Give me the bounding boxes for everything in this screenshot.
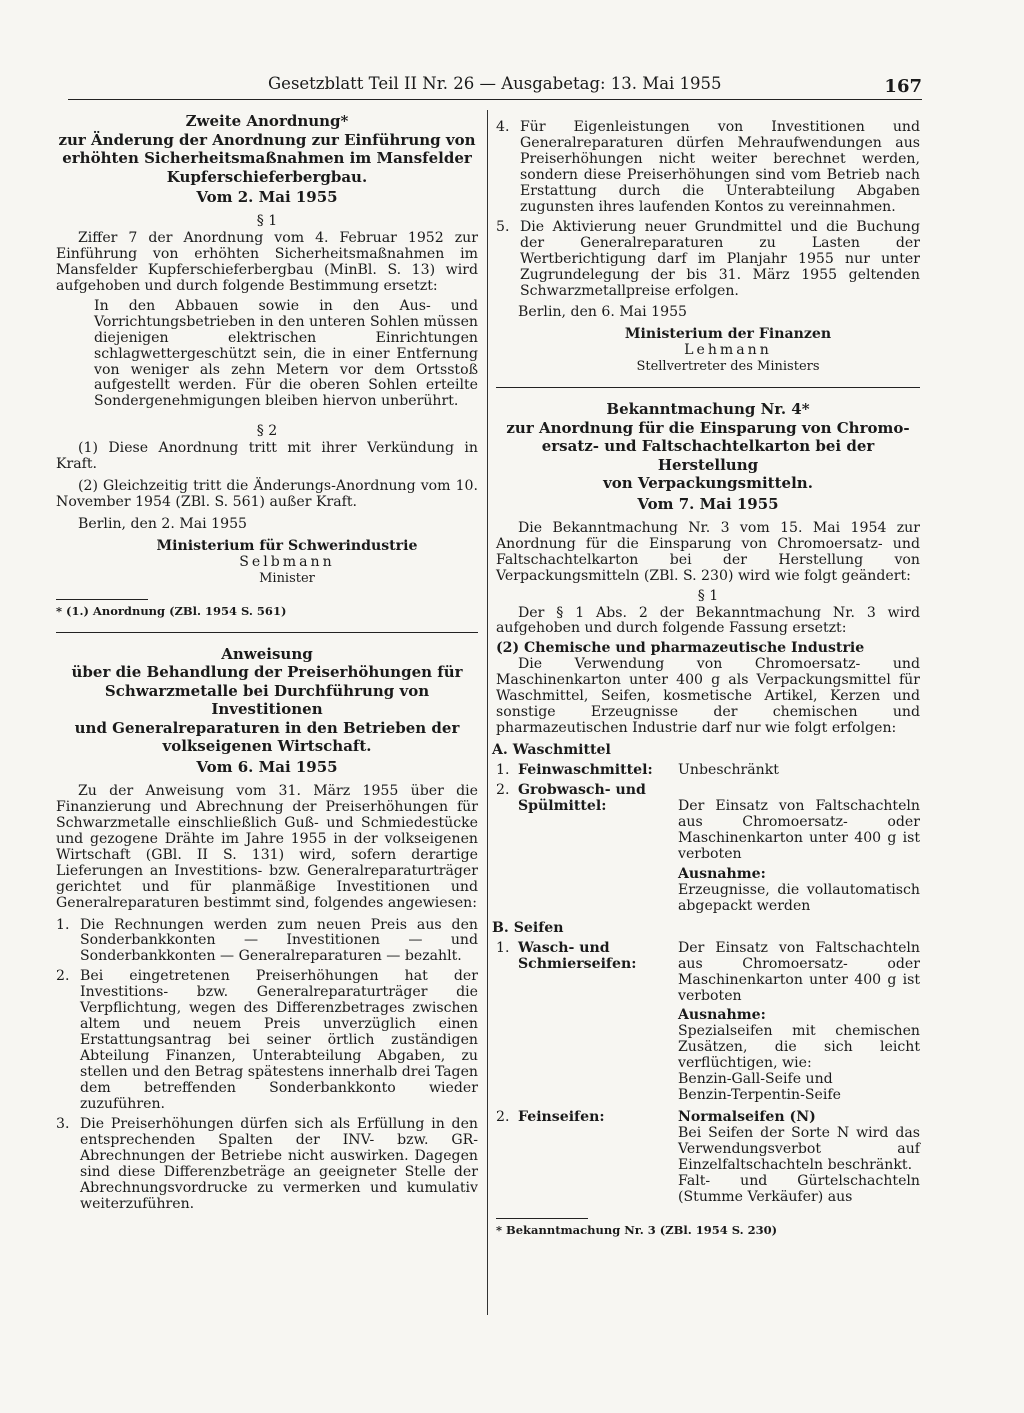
item-rule: Falt- und Gürtelschachteln (Stumme Verkäufer) aus xyxy=(678,1173,920,1205)
place-date: Berlin, den 6. Mai 1955 xyxy=(518,304,688,321)
exception-line: Benzin-Terpentin-Seife xyxy=(678,1087,841,1104)
item-number: 5. xyxy=(496,218,510,235)
paragraph-label: § 2 xyxy=(256,423,278,440)
item-text: Für Eigenleistungen von Investitionen und Generalreparaturen dürfen Mehraufwendungen aus Preiserhöhungen nicht weiter berechnet werden, sondern diese Preiserhöhungen sind vom Betrieb nach Erstattung durch die Unterabteilung Abgaben zugunsten ihres laufenden Kontos zu vereinnahmen. xyxy=(520,119,920,215)
item-number: 2. xyxy=(496,1109,510,1126)
ministry-name: Ministerium der Finanzen xyxy=(624,326,832,343)
title-line: ersatz- und Faltschachtelkarton bei der Herstellung xyxy=(541,437,875,474)
paragraph-label: § 1 xyxy=(256,212,278,229)
title-line: Anweisung xyxy=(221,644,313,663)
exception-text: Spezialseifen mit chemischen Zusätzen, die sich leicht verflüchtigen, wie: xyxy=(678,1023,920,1072)
section-divider xyxy=(56,632,478,633)
section-title xyxy=(56,645,478,756)
section-title xyxy=(496,400,920,493)
item-label: Feinwaschmittel: xyxy=(518,762,653,779)
signer-name: Lehmann xyxy=(684,342,772,359)
sub-heading: (2) Chemische und pharmazeutische Industrie xyxy=(496,640,865,657)
item-rule-block xyxy=(678,941,920,1105)
quoted-provision: In den Abbauen sowie in den Aus- und Vorrichtungsbetrieben in den unteren Sohlen müssen diejenigen elektrischen Einrichtungen schlagwettergeschützt sein, die in einer Entfernung von weniger als zehn Metern vor dem Ortsstoß aufgestellt werden. Für die oberen Sohlen erteilte Sondergenehmigungen bleiben hiervon unberührt. xyxy=(94,297,478,410)
page-number: 167 xyxy=(884,76,922,97)
item-text: Die Rechnungen werden zum neuen Preis aus den Sonderbankkonten — Investitionen — und Sonderbankkonten — Generalreparaturen — bezahlt. xyxy=(80,916,478,965)
list-item xyxy=(496,220,920,300)
item-number: 2. xyxy=(496,782,510,799)
item-rule: Unbeschränkt xyxy=(678,762,779,779)
list-item xyxy=(496,120,920,216)
list-item xyxy=(56,969,478,1113)
exception-text: Erzeugnisse, die vollautomatisch abgepackt werden xyxy=(678,881,920,914)
title-line: Zweite Anordnung* xyxy=(185,112,349,130)
title-line: volkseigenen Wirtschaft. xyxy=(162,737,372,756)
item-label: Feinseifen: xyxy=(518,1109,605,1126)
paragraph-text: (1) Diese Anordnung tritt mit ihrer Verkündung in Kraft. xyxy=(56,440,478,473)
title-line: Kupferschieferbergbau. xyxy=(166,167,368,186)
item-label: Wasch- und Schmierseifen: xyxy=(518,939,637,972)
item-rule-block xyxy=(678,1110,920,1206)
regulation-table xyxy=(492,737,920,1206)
title-line: zur Änderung der Anordnung zur Einführung von xyxy=(58,130,476,149)
ministry-name: Ministerium für Schwerindustrie xyxy=(156,538,418,555)
title-line: Schwarzmetalle bei Durchführung von Investitionen xyxy=(104,681,430,719)
item-rule: Bei Seifen der Sorte N wird das Verwendungsverbot auf Einzelfaltschachteln beschränkt. xyxy=(678,1125,920,1174)
intro-text: Die Bekanntmachung Nr. 3 vom 15. Mai 1954 zur Anordnung für die Einsparung von Chromoersatz- und Faltschachtelkarton bei der Herstellung von Verpackungsmitteln (ZBl. S. 230) wird wie folgt geändert: xyxy=(496,519,920,584)
signer-role: Minister xyxy=(259,571,315,587)
footnote: * Bekanntmachung Nr. 3 (ZBl. 1954 S. 230) xyxy=(496,1222,778,1237)
sub-category-label: Normalseifen (N) xyxy=(678,1109,816,1126)
section-date: Vom 7. Mai 1955 xyxy=(637,494,779,513)
signer-role: Stellvertreter des Ministers xyxy=(636,359,820,375)
item-number: 2. xyxy=(56,968,70,985)
footnote: * (1.) Anordnung (ZBl. 1954 S. 561) xyxy=(56,603,287,618)
item-number: 1. xyxy=(56,916,70,933)
item-text: Die Preiserhöhungen dürfen sich als Erfüllung in den entsprechenden Spalten der INV- bzw. GR-Abrechnungen der Betriebe nicht auswirken. Dagegen sind diese Differenzbeträge an geeigneter Stelle der Abrechnungsvordrucke zu vermerken und kumulativ weiterzuführen. xyxy=(80,1115,478,1212)
item-number: 1. xyxy=(496,762,510,779)
item-number: 3. xyxy=(56,1115,70,1132)
column-divider xyxy=(487,110,488,1315)
title-line: zur Anordnung für die Einsparung von Chromo- xyxy=(506,418,910,437)
title-line: von Verpackungsmitteln. xyxy=(603,474,813,493)
section-anweisung xyxy=(56,645,478,1213)
page-header xyxy=(68,74,924,100)
category-heading: B. Seifen xyxy=(492,919,564,936)
item-label: Grobwasch- und Spülmittel: xyxy=(518,782,646,814)
right-column xyxy=(492,118,920,1239)
sub-text: Die Verwendung von Chromoersatz- und Maschinenkarton unter 400 g als Verpackungsmittel für Waschmittel, Seifen, kosmetische Artikel, Kerzen und sonstige Erzeugnisse der chemischen und pharmazeutischen Industrie darf nur wie folgt erfolgen: xyxy=(496,656,920,737)
section-bekanntmachung xyxy=(492,400,920,1239)
signer-name: Selbmann xyxy=(239,554,335,571)
list-item xyxy=(56,918,478,966)
place-date: Berlin, den 2. Mai 1955 xyxy=(78,516,248,533)
paragraph-text: Ziffer 7 der Anordnung vom 4. Februar 1952 zur Einführung von erhöhten Sicherheitsmaßnahmen im Mansfelder Kupferschieferbergbau (MinBl. S. 13) wird aufgehoben und durch folgende Bestimmung ersetzt: xyxy=(56,229,478,294)
paragraph-text: Der § 1 Abs. 2 der Bekanntmachung Nr. 3 wird aufgehoben und durch folgende Fassung ersetzt: xyxy=(496,604,920,637)
exception-label: Ausnahme: xyxy=(678,865,766,882)
numbered-list-continued xyxy=(496,120,920,299)
item-rule: Der Einsatz von Faltschachteln aus Chromoersatz- oder Maschinenkarton unter 400 g ist verboten xyxy=(678,798,920,862)
paragraph-text: (2) Gleichzeitig tritt die Änderungs-Anordnung vom 10. November 1954 (ZBl. S. 561) außer Kraft. xyxy=(56,478,478,511)
exception-label: Ausnahme: xyxy=(678,1007,766,1024)
category-heading: A. Waschmittel xyxy=(492,742,611,759)
footnote-rule xyxy=(56,599,148,600)
item-rule-block xyxy=(678,799,920,915)
running-title: Gesetzblatt Teil II Nr. 26 — Ausgabetag: 13. Mai 1955 xyxy=(268,74,722,93)
exception-line: Benzin-Gall-Seife und xyxy=(678,1071,833,1088)
section-title xyxy=(56,112,478,186)
item-number: 1. xyxy=(496,939,510,956)
paragraph-label: § 1 xyxy=(697,587,719,604)
header-rule xyxy=(68,99,922,100)
left-column xyxy=(56,112,478,1215)
item-number: 4. xyxy=(496,119,510,135)
item-text: Bei eingetretenen Preiserhöhungen hat der Investitions- bzw. Generalreparaturträger die Verpflichtung, wegen des Differenzbetrages zwischen altem und neuem Preis unverzüglich einen Erstattungsantrag bei seiner örtlich zuständigen Abteilung Finanzen, Unterabteilung Abgaben, zu stellen und den Betrag spätestens innerhalb drei Tagen dem betreffenden Sonderbankkonto wieder zuzuführen. xyxy=(80,968,478,1112)
item-rule: Der Einsatz von Faltschachteln aus Chromoersatz- oder Maschinenkarton unter 400 g ist verboten xyxy=(678,939,920,1004)
title-line: und Generalreparaturen in den Betrieben der xyxy=(74,718,460,737)
title-line: erhöhten Sicherheitsmaßnahmen im Mansfelder xyxy=(62,149,472,167)
intro-text: Zu der Anweisung vom 31. März 1955 über die Finanzierung und Abrechnung der Preiserhöhungen für Schwarzmetalle einschließlich Guß- und Schmiedestücke und gezogene Drähte im Jahre 1955 in der volkseigenen Wirtschaft (GBl. II S. 131) wird, sofern derartige Lieferungen an Investitions- bzw. Generalreparaturträger gerichtet und für planmäßige Investitionen und Generalreparaturen bestimmt sind, folgendes angewiesen: xyxy=(56,782,478,911)
title-line: Bekanntmachung Nr. 4* xyxy=(606,400,810,419)
section-divider xyxy=(496,387,920,388)
numbered-list xyxy=(56,918,478,1213)
section-date: Vom 6. Mai 1955 xyxy=(196,757,338,776)
section-date: Vom 2. Mai 1955 xyxy=(196,188,338,206)
section-zweite-anordnung xyxy=(56,112,478,620)
title-line: über die Behandlung der Preiserhöhungen für xyxy=(71,663,463,682)
item-text: Die Aktivierung neuer Grundmittel und die Buchung der Generalreparaturen zu Lasten der Wertberichtigung darf im Planjahr 1955 nur unter Zugrundelegung der bis 31. März 1955 geltenden Schwarzmetallpreise erfolgen. xyxy=(520,218,920,299)
list-item xyxy=(56,1117,478,1213)
footnote-rule xyxy=(496,1218,588,1219)
